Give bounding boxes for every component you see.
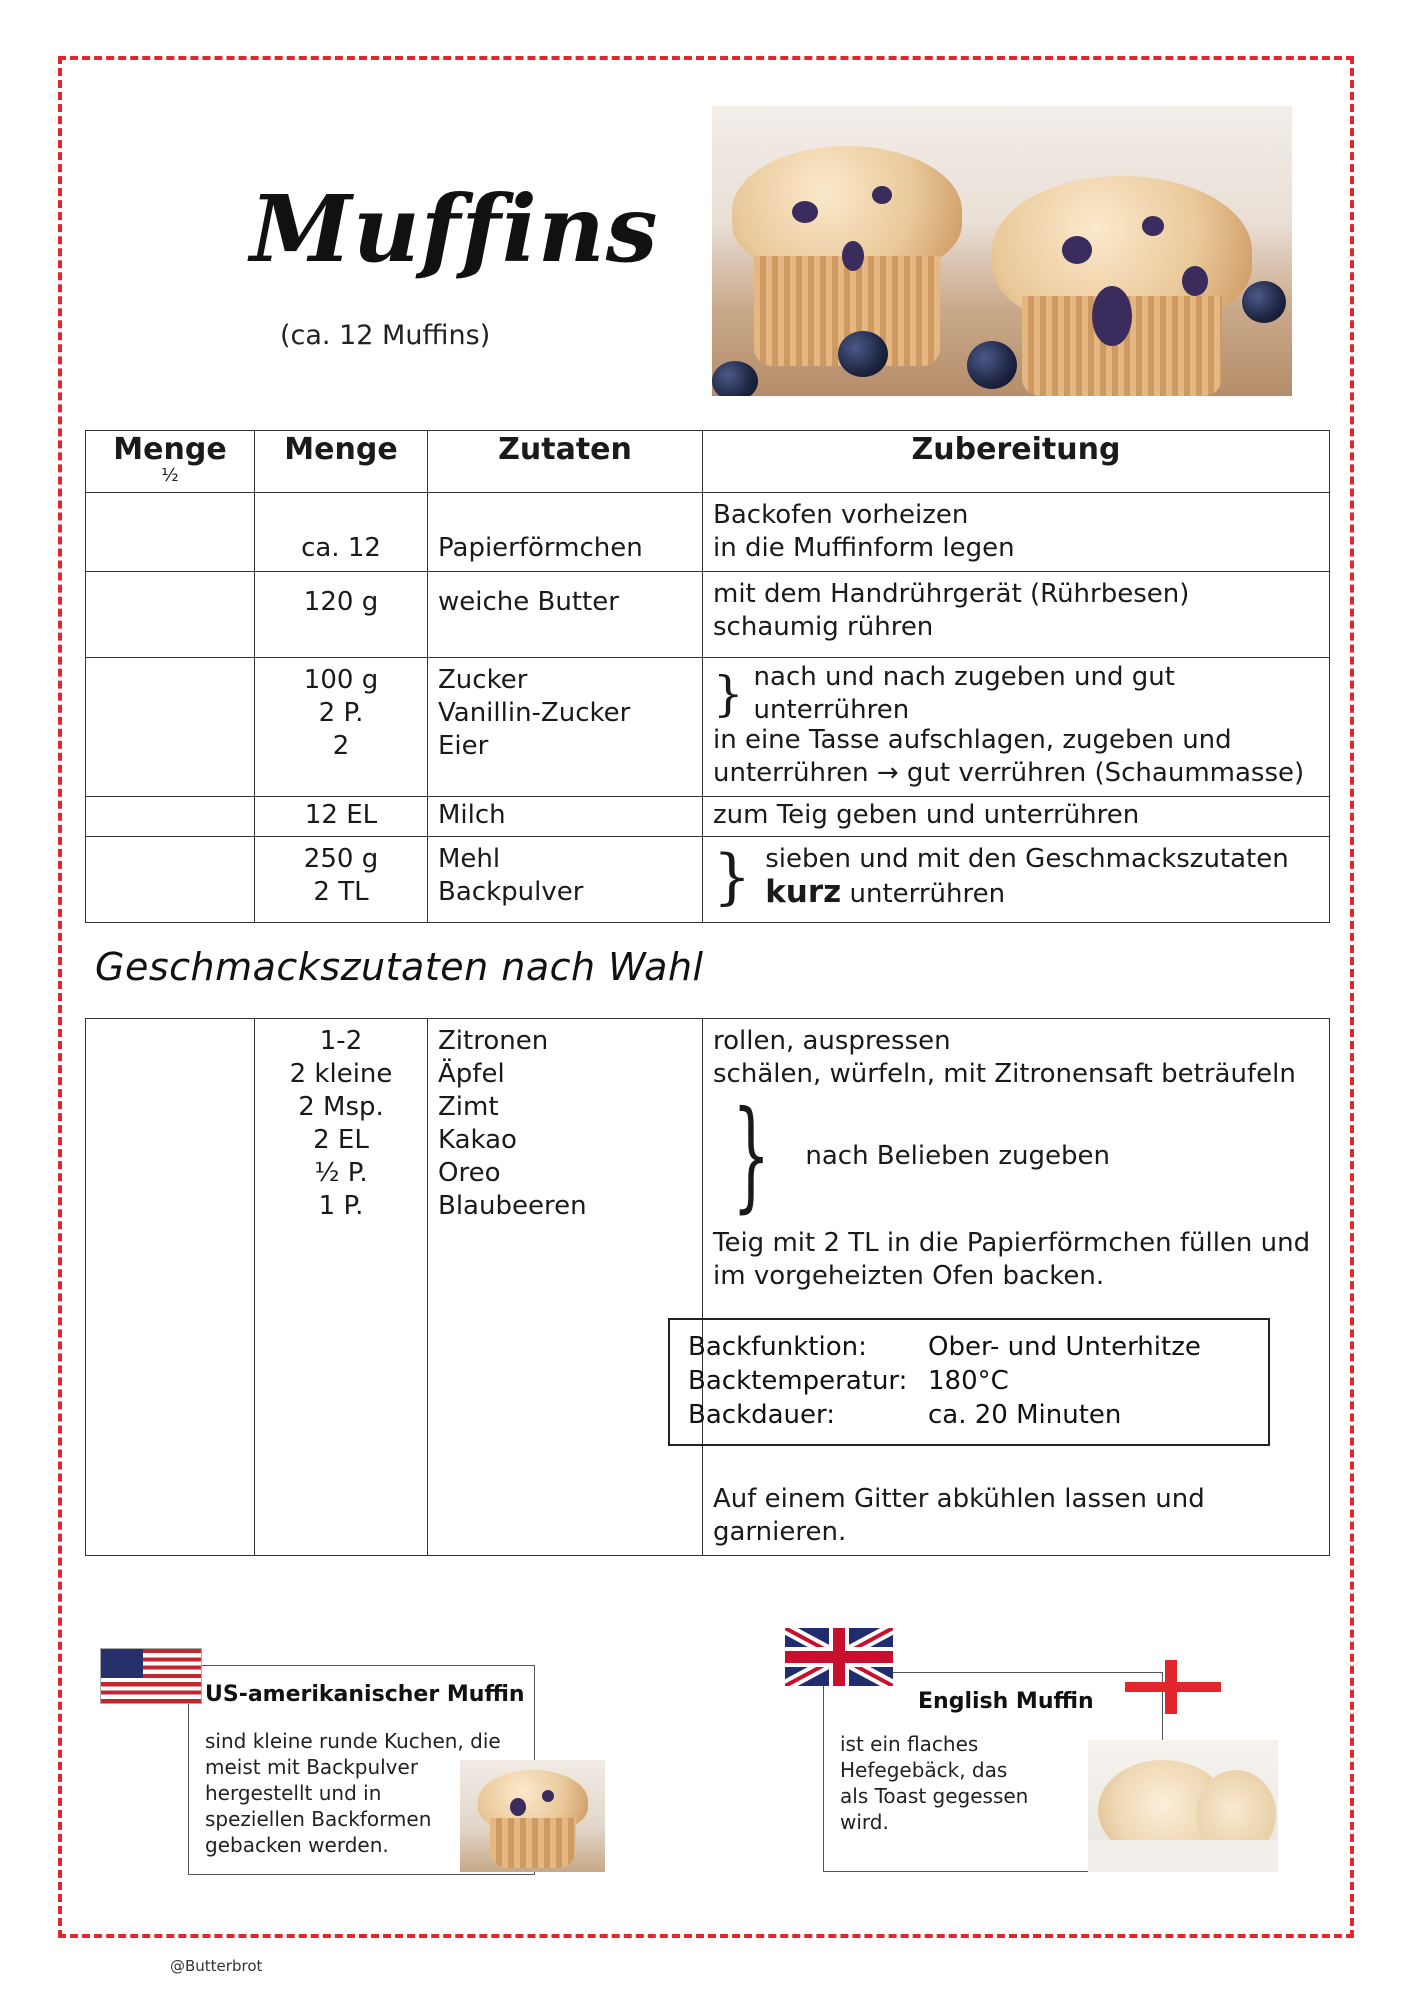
cell-zubereitung: mit dem Handrührgerät (Rührbesen) schaumig rühren xyxy=(703,572,1330,658)
header-menge-half: Menge ½ xyxy=(86,431,255,493)
cell-zutaten: weiche Butter xyxy=(428,572,703,658)
recipe-table xyxy=(85,430,1330,923)
us-muffin-title: US-amerikanischer Muffin xyxy=(205,1682,525,1707)
english-muffin-photo xyxy=(1088,1740,1278,1872)
table-row xyxy=(86,1019,1330,1556)
us-flag-icon xyxy=(100,1648,202,1704)
emphasis-kurz: kurz xyxy=(765,874,842,910)
table-row xyxy=(86,837,1330,923)
table-row xyxy=(86,658,1330,797)
cell-zutaten: Papierförmchen xyxy=(428,493,703,572)
us-muffin-photo xyxy=(460,1760,605,1872)
cell-menge: 250 g 2 TL xyxy=(255,837,428,923)
section-heading: Geschmackszutaten nach Wahl xyxy=(95,945,704,989)
cell-menge: 12 EL xyxy=(255,797,428,837)
brace-icon: } xyxy=(713,666,744,722)
bake-row: Backtemperatur: 180°C xyxy=(688,1366,1009,1396)
cell-zubereitung: } sieben und mit den Geschmackszutaten kurz unterrühren xyxy=(703,837,1330,923)
cell-menge: 1-2 2 kleine 2 Msp. 2 EL ½ P. 1 P. xyxy=(255,1019,428,1556)
bake-row: Backdauer: ca. 20 Minuten xyxy=(688,1400,1122,1430)
cell-menge: 100 g 2 P. 2 xyxy=(255,658,428,797)
table-row xyxy=(86,797,1330,837)
brace-icon: } xyxy=(732,1086,771,1225)
cell-half xyxy=(86,837,255,923)
cell-zutaten: Zucker Vanillin-Zucker Eier xyxy=(428,658,703,797)
footer-credit: @Butterbrot xyxy=(170,1957,263,1975)
cell-zutaten: Milch xyxy=(428,797,703,837)
bake-row: Backfunktion: Ober- und Unterhitze xyxy=(688,1332,1201,1362)
cell-zutaten: Mehl Backpulver xyxy=(428,837,703,923)
english-muffin-title: English Muffin xyxy=(918,1689,1094,1714)
cell-zubereitung: } nach und nach zugeben und gut unterrühren in eine Tasse aufschlagen, zugeben und unterrühren → gut verrühren (Schaummasse) xyxy=(703,658,1330,797)
cell-zubereitung: Backofen vorheizen in die Muffinform legen xyxy=(703,493,1330,572)
page-subtitle: (ca. 12 Muffins) xyxy=(280,320,491,351)
cell-menge: 120 g xyxy=(255,572,428,658)
english-muffin-text: ist ein flaches Hefegebäck, das als Toast gegessen wird. xyxy=(840,1732,1029,1834)
page-title: Muffins xyxy=(250,175,659,283)
cell-zubereitung: rollen, auspressen schälen, würfeln, mit Zitronensaft beträufeln } nach Belieben zugeben Teig mit 2 TL in die Papierförmchen füllen und im vorgeheizten Ofen backen. Auf einem Gitter abkühlen lassen und garnieren. xyxy=(703,1019,1330,1556)
table-row xyxy=(86,493,1330,572)
uk-flag-icon xyxy=(785,1628,893,1686)
header-menge: Menge xyxy=(255,431,428,493)
brace-icon: } xyxy=(713,842,752,912)
baking-info-box xyxy=(668,1318,1270,1446)
cell-half xyxy=(86,493,255,572)
cell-half xyxy=(86,572,255,658)
flavor-table xyxy=(85,1018,1330,1556)
cell-zubereitung: zum Teig geben und unterrühren xyxy=(703,797,1330,837)
blueberry-muffins-photo xyxy=(712,106,1292,396)
cell-half xyxy=(86,658,255,797)
cell-menge: ca. 12 xyxy=(255,493,428,572)
header-zubereitung: Zubereitung xyxy=(703,431,1330,493)
header-zutaten: Zutaten xyxy=(428,431,703,493)
cell-half xyxy=(86,797,255,837)
cell-half xyxy=(86,1019,255,1556)
us-muffin-text: sind kleine runde Kuchen, die meist mit Backpulver hergestellt und in speziellen Backformen gebacken werden. xyxy=(205,1729,501,1857)
england-cross-icon xyxy=(1125,1660,1221,1714)
table-header-row xyxy=(86,431,1330,493)
table-row xyxy=(86,572,1330,658)
cell-zutaten: Zitronen Äpfel Zimt Kakao Oreo Blaubeeren xyxy=(428,1019,703,1556)
